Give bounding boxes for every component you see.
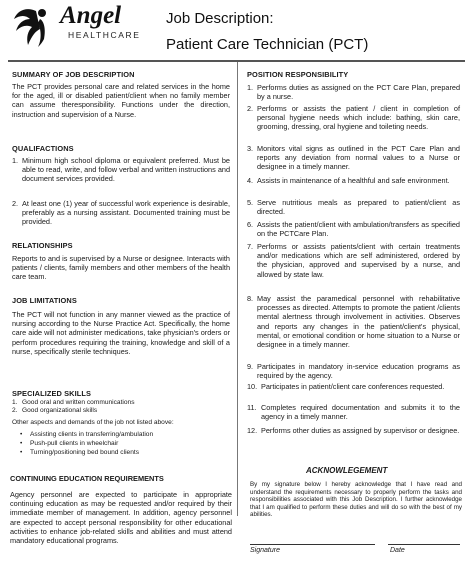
item-text: Participates in patient/client care conferences requested. (261, 382, 445, 391)
continuing-education-text: Agency personnel are expected to participate in appropriate continuing education as may be requested and/or required by their immediate member of management. In addition, agency personnel are expected to accept personal responsibility for other educational activities to enhance job-related skills and abilities and must attend mandatory educational programs. (10, 490, 232, 546)
item-number: 1. (12, 399, 18, 406)
bullet-text: Push-pull clients in wheelchair (30, 440, 119, 447)
item-text: Minimum high school diploma or equivalent preferred. Must be able to read, write, and follow verbal and written instructions and document services provided. (22, 156, 230, 184)
bullet-icon: • (20, 449, 23, 456)
summary-text: The PCT provides personal care and related services in the home for the aged, ill or disabled patient/client when no family member can assume theresponsibility. Functions under the direction, instruction and supervision of a Nurse. (12, 82, 230, 119)
skills-heading: SPECIALIZED SKILLS (12, 389, 91, 398)
item-number: 3. (247, 144, 254, 153)
angel-wings-icon (10, 5, 60, 49)
item-number: 10. (247, 382, 258, 391)
relationships-text: Reports to and is supervised by a Nurse or designee. Interacts with patients / clients, family members and other members of the health care team. (12, 254, 230, 282)
item-number: 2. (12, 199, 19, 208)
item-text: Assists the patient/client with ambulation/transfers as specified on the PCTCare Plan. (257, 220, 460, 239)
signature-line[interactable] (250, 544, 375, 545)
other-aspects-label: Other aspects and demands of the job not listed above: (12, 419, 174, 426)
acknowledgement-text: By my signature below I hereby acknowledge that I have read and understand the requirements necessary to properly perform the tasks and responsibilities associated with this Job Description. I further acknowledge that I am qualified to perform these duties and will do so with the best of my abilities. (250, 481, 462, 519)
item-number: 9. (247, 362, 254, 371)
item-number: 11. (247, 403, 257, 412)
responsibility-item (247, 362, 460, 380)
item-number: 6. (247, 220, 254, 229)
bullet-item (20, 449, 139, 457)
responsibility-item (247, 294, 460, 349)
date-label: Date (390, 547, 405, 554)
limitations-text: The PCT will not function in any manner viewed as the practice of nursing according to the Nurse Practice Act. Specifically, the home care aide will not administer medications, take physician's orders or perform procedures requiring the training, knowledge and skill of a nurse, specifically sterile techniques. (12, 310, 230, 356)
bullet-item (20, 431, 153, 439)
item-text: Good organizational skills (22, 407, 98, 414)
acknowledgement-heading: ACKNOWLEGEMENT (306, 466, 388, 475)
item-number: 4. (247, 176, 254, 185)
relationships-heading: RELATIONSHIPS (12, 241, 73, 250)
skill-item (12, 399, 135, 407)
responsibility-item (247, 403, 460, 421)
item-text: At least one (1) year of successful work experience is desirable, preferably as a nursing assistant. Documented training must be provided. (22, 199, 230, 227)
item-number: 7. (247, 242, 254, 251)
qualification-item (12, 156, 230, 184)
item-text: Serve nutritious meals as prepared to patient/client as directed. (257, 198, 460, 217)
item-number: 8. (247, 294, 254, 303)
item-number: 12. (247, 426, 258, 435)
responsibility-item (247, 242, 460, 279)
item-text: May assist the paramedical personnel with rehabilitative processes as directed. Attempts to promote the patient /clients mental alertness through involvement in activities. Observes and reports any changes in the patient/client's physical, mental, or emotional condition or home situation to a Nurse or designee in a timely manner. (257, 294, 460, 350)
limitations-heading: JOB LIMITATIONS (12, 296, 77, 305)
item-number: 2. (12, 407, 18, 414)
logo-subtitle: HEALTHCARE (68, 30, 141, 40)
date-line[interactable] (388, 544, 460, 545)
page-subtitle: Patient Care Technician (PCT) (166, 36, 369, 53)
responsibility-item (247, 144, 460, 172)
responsibility-item (247, 382, 460, 391)
company-logo (10, 2, 155, 47)
signature-label: Signature (250, 547, 280, 554)
item-text: Completes required documentation and submits it to the agency in a timely manner. (261, 403, 460, 422)
bullet-item (20, 440, 118, 448)
item-number: 2. (247, 104, 254, 113)
continuing-education-heading: CONTINUING EDUCATION REQUIREMENTS (10, 474, 164, 483)
item-text: Performs or assists patients/client with certain treatments and/or medications which are self administered, ordered by the physician, approved and supervised by a nurse, and allowed by state law. (257, 242, 460, 279)
qualifications-heading: QUALIFACTIONS (12, 144, 74, 153)
responsibility-heading: POSITION RESPONSIBILITY (247, 70, 349, 79)
responsibility-item (247, 176, 460, 185)
logo-name: Angel (60, 2, 122, 29)
responsibility-item (247, 426, 460, 435)
bullet-icon: • (20, 440, 23, 447)
bullet-text: Turning/positioning bed bound clients (30, 449, 139, 456)
qualification-item (12, 199, 230, 227)
item-text: Assists in maintenance of a healthful and safe environment. (257, 176, 450, 185)
responsibility-item (247, 104, 460, 132)
skill-item (12, 407, 97, 415)
item-number: 5. (247, 198, 254, 207)
item-number: 1. (247, 83, 254, 92)
item-text: Good oral and written communications (22, 399, 135, 406)
page-title: Job Description: (166, 10, 274, 27)
column-divider (237, 62, 238, 516)
item-text: Performs other duties as assigned by supervisor or designee. (261, 426, 460, 435)
item-text: Performs or assists the patient / client in completion of personal hygiene needs which include: bathing, skin care, grooming, dressing, oral hygiene and toileting needs. (257, 104, 460, 132)
item-number: 1. (12, 156, 19, 165)
summary-heading: SUMMARY OF JOB DESCRIPTION (12, 70, 135, 79)
responsibility-item (247, 83, 460, 101)
bullet-icon: • (20, 431, 23, 438)
item-text: Participates in mandatory in-service education programs as required by the agency. (257, 362, 460, 381)
item-text: Performs duties as assigned on the PCT Care Plan, prepared by a nurse. (257, 83, 460, 102)
bullet-text: Assisting clients in transferring/ambulation (30, 431, 154, 438)
item-text: Monitors vital signs as outlined in the PCT Care Plan and reports any deviation from normal values to a Nurse or designee in a timely manner. (257, 144, 460, 172)
responsibility-item (247, 198, 460, 216)
responsibility-item (247, 220, 460, 238)
